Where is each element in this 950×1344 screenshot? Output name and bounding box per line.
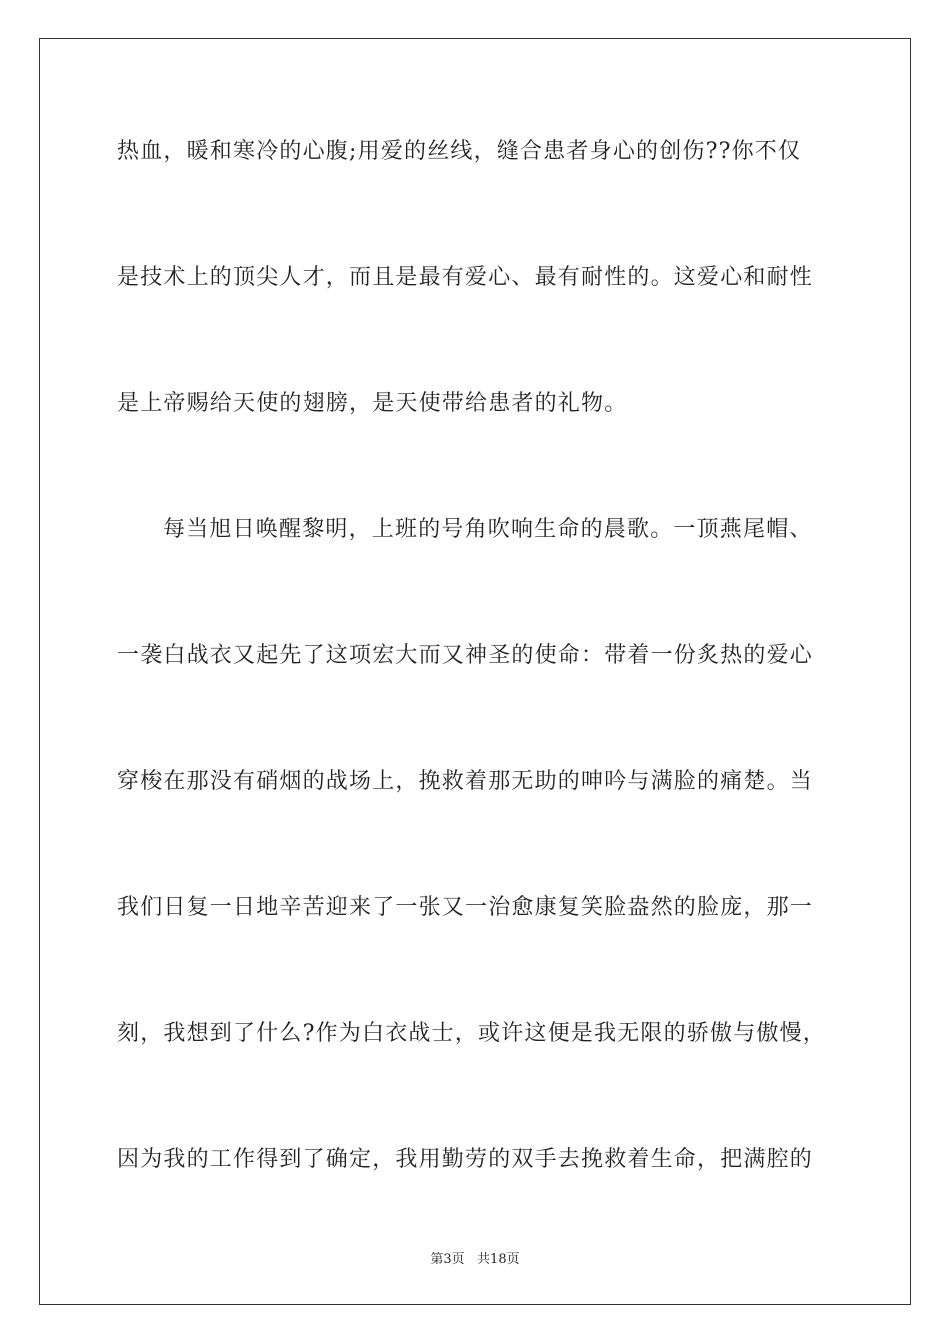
- text-line: 热血，暖和寒冷的心腹;用爱的丝线，缝合患者身心的创伤??你不仅: [117, 139, 802, 164]
- text-line: 是上帝赐给天使的翅膀，是天使带给患者的礼物。: [117, 391, 628, 416]
- text-line: 一袭白战衣又起先了这项宏大而又神圣的使命：带着一份炙热的爱心: [117, 643, 814, 668]
- text-line: 刻，我想到了什么?作为白衣战士，或许这便是我无限的骄傲与傲慢，: [117, 1021, 826, 1046]
- text-line: 我们日复一日地辛苦迎来了一张又一治愈康复笑脸盎然的脸庞，那一: [117, 895, 814, 920]
- text-line: 因为我的工作得到了确定，我用勤劳的双手去挽救着生命，把满腔的: [117, 1147, 814, 1172]
- text-line: 是技术上的顶尖人才，而且是最有爱心、最有耐性的。这爱心和耐性: [117, 265, 814, 290]
- paragraph-start-line: 每当旭日唤醒黎明，上班的号角吹响生命的晨歌。一顶燕尾帽、: [163, 517, 813, 542]
- page-number-footer: 第3页 共18页: [430, 1252, 520, 1267]
- document-body: [117, 126, 837, 1260]
- text-line: 穿梭在那没有硝烟的战场上，挽救着那无助的呻吟与满脸的痛楚。当: [117, 769, 814, 794]
